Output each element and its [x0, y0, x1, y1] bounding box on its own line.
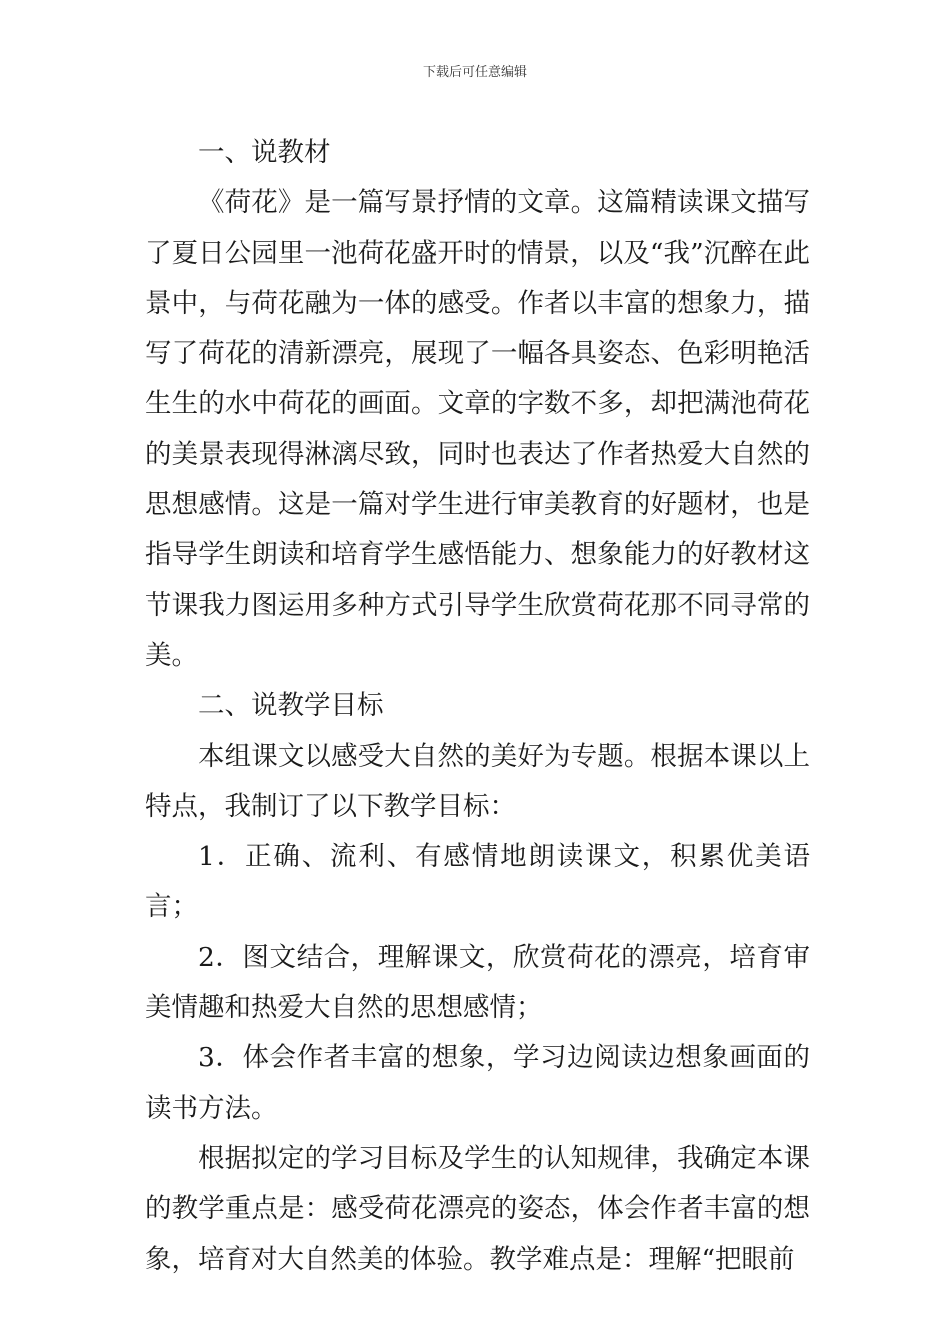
section-heading-2: 二、说教学目标	[198, 690, 384, 722]
goal-item-1: 1．正确、流利、有感情地朗读课文，积累优美语言；	[145, 841, 810, 923]
page-header: 下载后可任意编辑	[422, 65, 527, 80]
section-heading-1: 一、说教材	[198, 137, 331, 168]
paragraph-textbook: 《荷花》是一篇写景抒情的文章。这篇精读课文描写了夏日公园里一池荷花盛开时的情景，以及“我”沉醉在此景中，与荷花融为一体的感受。作者以丰富的想象力，描写了荷花的清新漂亮，展现了一幅各具姿态、色彩明艳活生生的水中荷花的画面。文章的字数不多，却把满池荷花的美景表现得淋漓尽致，同时也表达了作者热爱大自然的思想感情。这是一篇对学生进行审美教育的好题材，也是指导学生朗读和培育学生感悟能力、想象能力的好教材这节课我力图运用多种方式引导学生欣赏荷花那不同寻常的美。	[145, 187, 810, 671]
goal-item-3: 3．体会作者丰富的想象，学习边阅读边想象画面的读书方法。	[145, 1042, 810, 1124]
paragraph-key-points: 根据拟定的学习目标及学生的认知规律，我确定本课的教学重点是：感受荷花漂亮的姿态，体会作者丰富的想象，培育对大自然美的体验。教学难点是：理解“把眼前	[145, 1142, 810, 1275]
document-body	[145, 128, 810, 1285]
paragraph-goals-intro: 本组课文以感受大自然的美好为专题。根据本课以上特点，我制订了以下教学目标：	[145, 740, 810, 822]
goal-item-2: 2．图文结合，理解课文，欣赏荷花的漂亮，培育审美情趣和热爱大自然的思想感情；	[145, 941, 810, 1024]
